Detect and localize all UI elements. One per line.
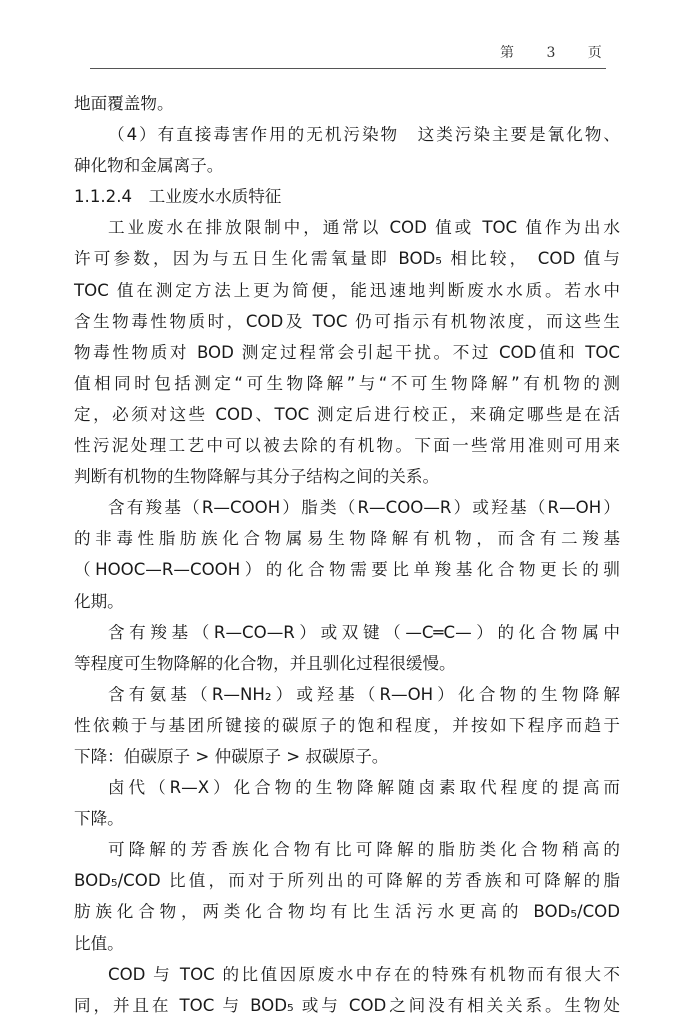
- text-line: 含生物毒性物质时，COD及 TOC 仍可指示有机物浓度，而这些生: [74, 311, 620, 331]
- text-line: 同，并且在 TOC 与 BOD₅ 或与 COD之间没有相关关系。生物处: [74, 995, 620, 1015]
- text-line: 值相同时包括测定“可生物降解”与“不可生物降解”有机物的测: [74, 373, 620, 393]
- text-line: 比值。: [74, 933, 124, 953]
- text-line: COD 与 TOC 的比值因原废水中存在的特殊有机物而有很大不: [108, 964, 620, 984]
- document-body: [74, 88, 620, 1021]
- text-line: 卤代（R—X）化合物的生物降解随卤素取代程度的提高而: [108, 778, 620, 798]
- text-line: 等程度可生物降解的化合物，并且驯化过程很缓慢。: [74, 653, 456, 673]
- text-line: 工业废水在排放限制中，通常以 COD 值或 TOC 值作为出水: [108, 218, 620, 238]
- header-divider: [90, 68, 606, 69]
- text-line: 砷化物和金属离子。: [74, 156, 224, 176]
- text-line: 可降解的芳香族化合物有比可降解的脂肪类化合物稍高的: [108, 840, 620, 860]
- text-line: （4）有直接毒害作用的无机污染物 这类污染主要是氰化物、: [108, 125, 620, 145]
- text-line: 性依赖于与基团所键接的碳原子的饱和程度，并按如下程序而趋于: [74, 715, 620, 735]
- text-line: 化期。: [74, 591, 124, 611]
- text-line: TOC 值在测定方法上更为简便，能迅速地判断废水水质。若水中: [74, 280, 620, 300]
- text-line: 含有羧基（R—COOH）脂类（R—COO—R）或羟基（R—OH）: [108, 498, 620, 518]
- text-line: 的非毒性脂肪族化合物属易生物降解有机物，而含有二羧基: [74, 529, 620, 549]
- text-line: BOD₅/COD 比值，而对于所列出的可降解的芳香族和可降解的脂: [74, 871, 620, 891]
- text-line: 含有羧基（R—CO—R）或双键（—C═C—）的化合物属中: [108, 622, 620, 642]
- text-line: 下降。: [74, 809, 124, 829]
- text-line: 许可参数，因为与五日生化需氧量即 BOD₅ 相比较， COD 值与: [74, 249, 620, 269]
- text-line: （HOOC—R—COOH）的化合物需要比单羧基化合物更长的驯: [74, 560, 620, 580]
- text-line: 性污泥处理工艺中可以被去除的有机物。下面一些常用准则可用来: [74, 436, 620, 456]
- page-number-header: 第 3 页: [500, 45, 616, 61]
- text-line: 判断有机物的生物降解与其分子结构之间的关系。: [74, 467, 440, 487]
- text-line: 下降：伯碳原子 > 仲碳原子 > 叔碳原子。: [74, 746, 389, 766]
- text-line: 肪族化合物，两类化合物均有比生活污水更高的 BOD₅/COD: [74, 902, 620, 922]
- text-line: 含有氨基（R—NH₂）或羟基（R—OH）化合物的生物降解: [108, 684, 620, 704]
- text-line: 定，必须对这些 COD、TOC 测定后进行校正，来确定哪些是在活: [74, 404, 620, 424]
- text-line: 1.1.2.4 工业废水水质特征: [74, 187, 282, 207]
- text-line: 物毒性物质对 BOD 测定过程常会引起干扰。不过 COD值和 TOC: [74, 342, 620, 362]
- text-line: 地面覆盖物。: [74, 94, 174, 113]
